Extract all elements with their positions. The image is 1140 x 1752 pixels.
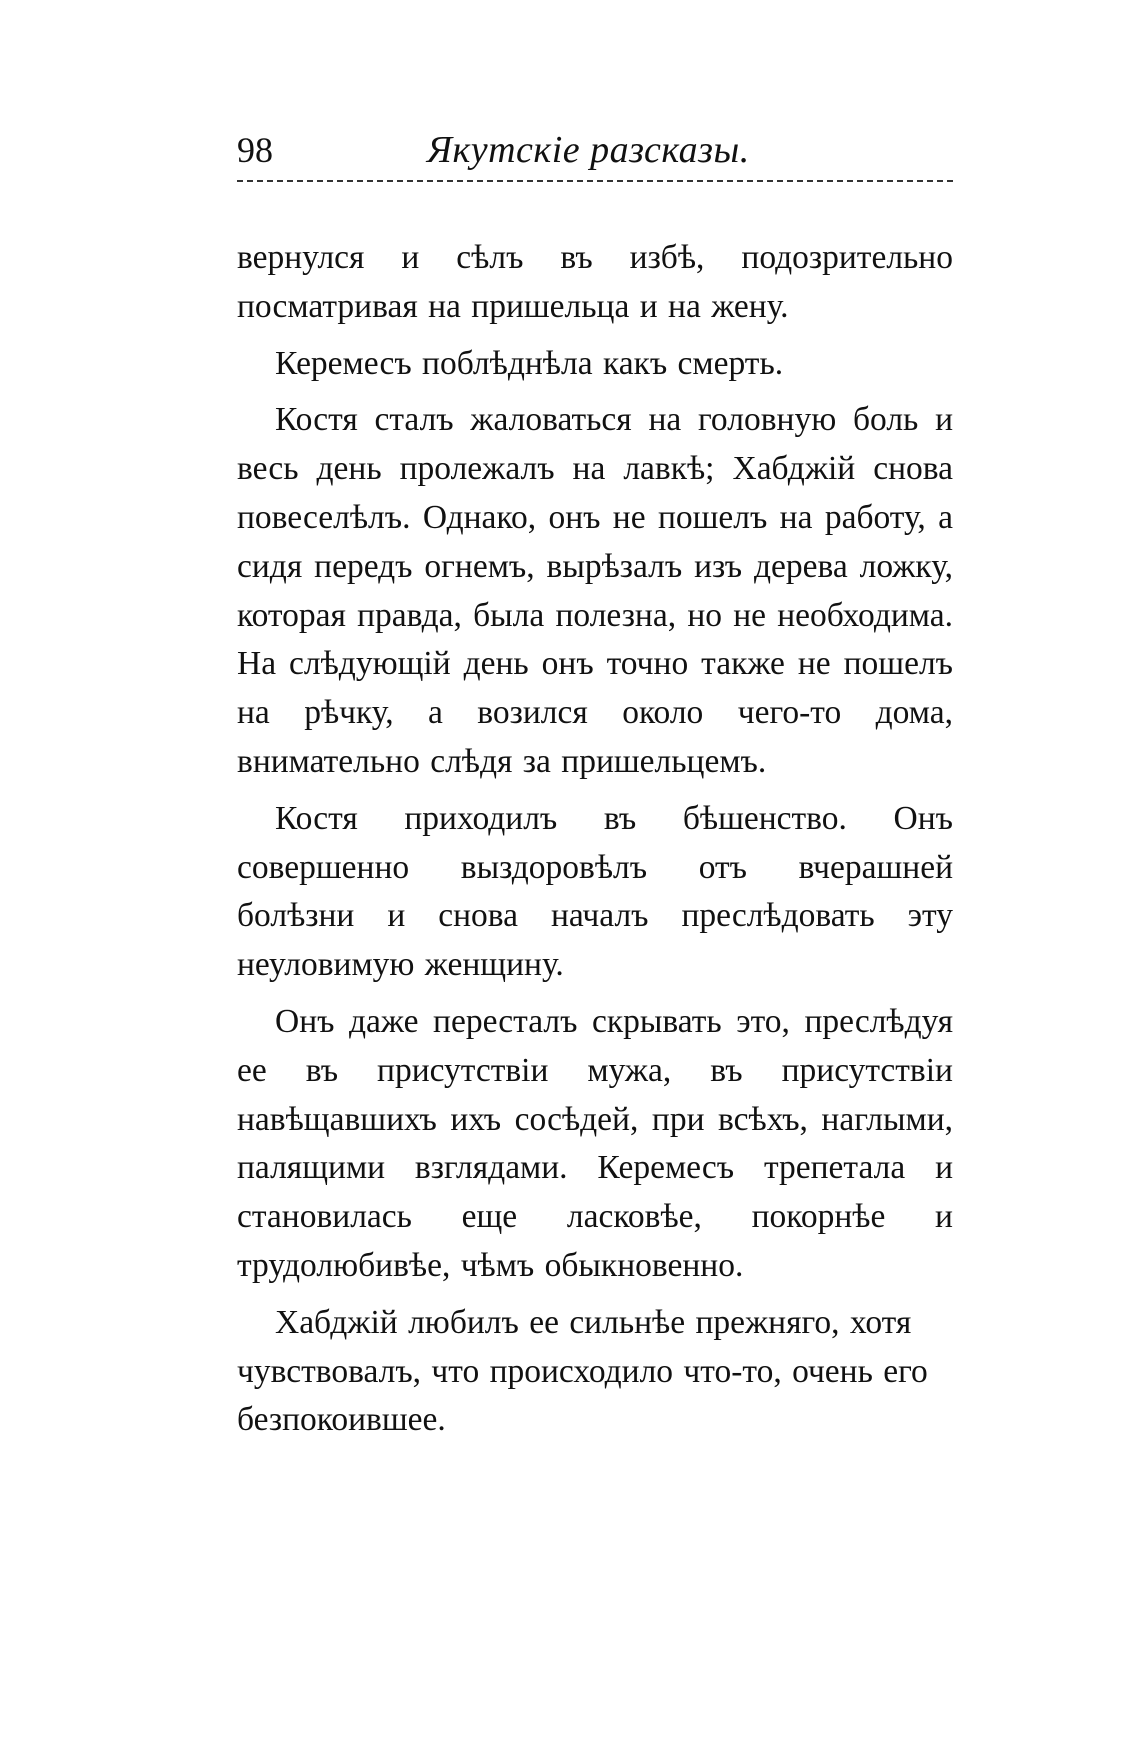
paragraph-2: Керемесъ поблѣднѣла какъ смерть.: [275, 344, 784, 382]
page-number: 98: [237, 130, 273, 170]
paragraph-4: Костя приходилъ въ бѣшенство. Онъ совершенно выздоровѣлъ отъ вчерашней болѣзни и снова началъ преслѣдовать эту неуловимую женщину.: [237, 799, 953, 984]
running-head: [237, 128, 953, 184]
paragraph-3: Костя сталъ жаловаться на головную боль и весь день пролежалъ на лавкѣ; Хабджій снова повеселѣлъ. Однако, онъ не пошелъ на работу, а сидя передъ огнемъ, вырѣзалъ изъ дерева ложку, которая правда, была полезна, но не необходима. На слѣдующій день онъ точно также не пошелъ на рѣчку, а возился около чего-то дома, внимательно слѣдя за пришельцемъ.: [237, 401, 953, 780]
paragraph-5: Онъ даже пересталъ скрывать это, преслѣдуя ее въ присутствіи мужа, въ присутствіи навѣщавшихъ ихъ сосѣдей, при всѣхъ, наглыми, палящими взглядами. Керемесъ трепетала и становилась еще ласковѣе, покорнѣе и трудолюбивѣе, чѣмъ обыкновенно.: [237, 1002, 953, 1284]
paragraph-6: Хабджій любилъ ее сильнѣе прежняго, хотя чувствовалъ, что происходило что-то, очень его безпокоившее.: [237, 1303, 928, 1439]
running-title: Якутскіе разсказы.: [427, 129, 750, 171]
paragraph-1: вернулся и сѣлъ въ избѣ, подозрительно посматривая на пришельца и на жену.: [237, 239, 953, 325]
header-rule: [237, 180, 953, 182]
body-text: [237, 234, 953, 1453]
